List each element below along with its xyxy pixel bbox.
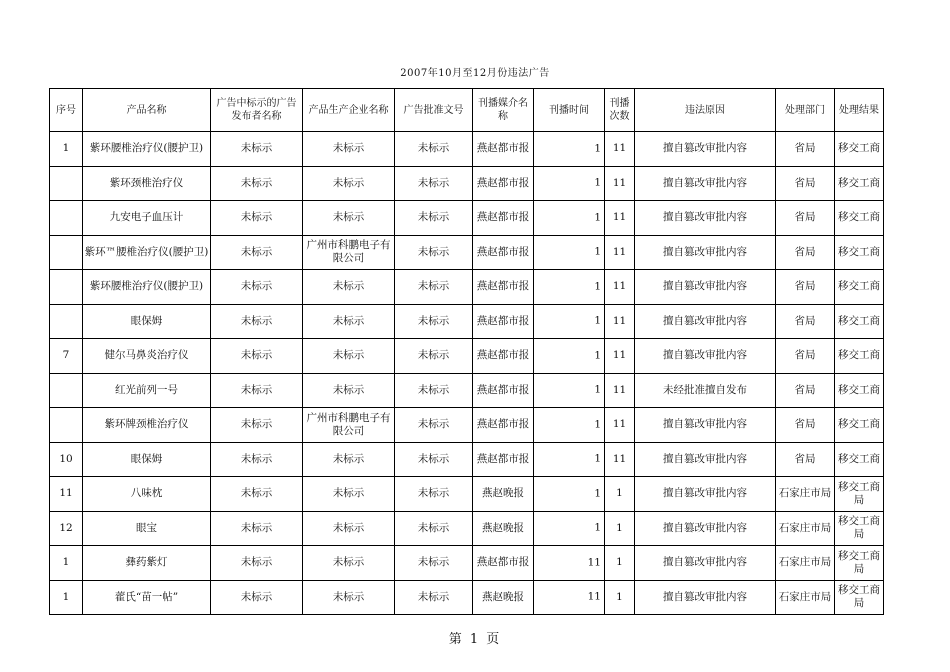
cell-no	[50, 235, 83, 270]
cell-reason: 擅自篡改审批内容	[635, 166, 776, 201]
cell-media: 燕赵晚报	[473, 580, 534, 615]
table-row	[50, 166, 884, 201]
cell-dept: 省局	[776, 304, 835, 339]
cell-count	[605, 235, 635, 270]
cell-dept: 石家庄市局	[776, 511, 835, 546]
cell-dept: 省局	[776, 442, 835, 477]
cell-no: 10	[50, 442, 83, 477]
header-publisher: 广告中标示的广告发布者名称	[211, 89, 303, 132]
cell-count	[605, 132, 635, 167]
cell-count	[605, 373, 635, 408]
cell-dept: 石家庄市局	[776, 546, 835, 581]
cell-count	[605, 166, 635, 201]
cell-media: 燕赵都市报	[473, 166, 534, 201]
table-row	[50, 408, 884, 443]
cell-no	[50, 270, 83, 305]
cell-maker: 未标示	[303, 201, 395, 236]
cell-media: 燕赵都市报	[473, 373, 534, 408]
header-media: 刊播媒介名称	[473, 89, 534, 132]
header-no: 序号	[50, 89, 83, 132]
cell-no	[50, 166, 83, 201]
cell-dept: 省局	[776, 270, 835, 305]
cell-media: 燕赵都市报	[473, 235, 534, 270]
cell-product: 紫环颈椎治疗仪	[83, 166, 211, 201]
cell-result: 移交工商	[835, 304, 884, 339]
cell-media: 燕赵晚报	[473, 477, 534, 512]
cell-period	[534, 373, 605, 408]
cell-reason: 擅自篡改审批内容	[635, 580, 776, 615]
cell-no	[50, 373, 83, 408]
table-row	[50, 546, 884, 581]
period-value: 1	[594, 383, 601, 396]
table-header-row	[50, 89, 884, 132]
cell-reason: 擅自篡改审批内容	[635, 546, 776, 581]
cell-product: 健尔马鼻炎治疗仪	[83, 339, 211, 374]
cell-media: 燕赵都市报	[473, 442, 534, 477]
cell-dept: 省局	[776, 235, 835, 270]
cell-product: 紫环腰椎治疗仪(腰护卫)	[83, 270, 211, 305]
cell-period	[534, 442, 605, 477]
table-row	[50, 477, 884, 512]
cell-media: 燕赵都市报	[473, 201, 534, 236]
period-value: 11	[587, 556, 601, 569]
cell-period	[534, 235, 605, 270]
table-row	[50, 132, 884, 167]
cell-maker: 未标示	[303, 166, 395, 201]
cell-publisher: 未标示	[211, 201, 303, 236]
cell-dept: 省局	[776, 166, 835, 201]
cell-approval: 未标示	[395, 408, 473, 443]
table-row	[50, 511, 884, 546]
cell-result: 移交工商	[835, 408, 884, 443]
period-value: 1	[594, 280, 601, 293]
cell-publisher: 未标示	[211, 132, 303, 167]
document-title: 2007年10月至12月份违法广告	[400, 68, 550, 79]
cell-maker: 未标示	[303, 442, 395, 477]
period-value: 1	[594, 349, 601, 362]
cell-result: 移交工商	[835, 132, 884, 167]
cell-no	[50, 304, 83, 339]
cell-media: 燕赵都市报	[473, 270, 534, 305]
cell-result: 移交工商	[835, 166, 884, 201]
cell-reason: 擅自篡改审批内容	[635, 511, 776, 546]
period-value: 1	[594, 452, 601, 465]
cell-period	[534, 477, 605, 512]
cell-publisher: 未标示	[211, 304, 303, 339]
cell-product: 藿氏“苗一帖”	[83, 580, 211, 615]
cell-result: 移交工商	[835, 235, 884, 270]
cell-approval: 未标示	[395, 477, 473, 512]
table-row	[50, 304, 884, 339]
table-row	[50, 442, 884, 477]
header-product: 产品名称	[83, 89, 211, 132]
cell-approval: 未标示	[395, 132, 473, 167]
cell-maker: 未标示	[303, 511, 395, 546]
cell-period	[534, 132, 605, 167]
cell-product: 紫环腰椎治疗仪(腰护卫)	[83, 132, 211, 167]
header-reason: 违法原因	[635, 89, 776, 132]
cell-reason: 擅自篡改审批内容	[635, 477, 776, 512]
cell-approval: 未标示	[395, 339, 473, 374]
cell-reason: 擅自篡改审批内容	[635, 270, 776, 305]
count-value: 11	[612, 349, 627, 362]
cell-publisher: 未标示	[211, 442, 303, 477]
cell-maker: 未标示	[303, 339, 395, 374]
cell-product: 紫环™腰椎治疗仪(腰护卫)	[83, 235, 211, 270]
header-result: 处理结果	[835, 89, 884, 132]
violations-table	[49, 88, 884, 615]
cell-approval: 未标示	[395, 201, 473, 236]
cell-period	[534, 408, 605, 443]
cell-media: 燕赵都市报	[473, 408, 534, 443]
cell-result: 移交工商局	[835, 580, 884, 615]
cell-count	[605, 270, 635, 305]
table-row	[50, 235, 884, 270]
count-value: 11	[612, 245, 627, 258]
cell-media: 燕赵都市报	[473, 132, 534, 167]
cell-period	[534, 201, 605, 236]
cell-period	[534, 166, 605, 201]
cell-maker: 未标示	[303, 373, 395, 408]
cell-media: 燕赵都市报	[473, 339, 534, 374]
cell-maker: 未标示	[303, 132, 395, 167]
cell-result: 移交工商	[835, 442, 884, 477]
count-value: 1	[616, 590, 623, 603]
count-value: 1	[616, 487, 623, 500]
cell-maker: 未标示	[303, 477, 395, 512]
cell-result: 移交工商	[835, 339, 884, 374]
count-value: 11	[612, 314, 627, 327]
cell-media: 燕赵晚报	[473, 511, 534, 546]
cell-approval: 未标示	[395, 442, 473, 477]
cell-publisher: 未标示	[211, 477, 303, 512]
cell-maker: 未标示	[303, 580, 395, 615]
header-period: 刊播时间	[534, 89, 605, 132]
cell-publisher: 未标示	[211, 235, 303, 270]
header-maker: 产品生产企业名称	[303, 89, 395, 132]
count-value: 11	[612, 211, 627, 224]
cell-no: 11	[50, 477, 83, 512]
cell-dept: 省局	[776, 373, 835, 408]
count-value: 1	[616, 521, 623, 534]
cell-count	[605, 442, 635, 477]
cell-approval: 未标示	[395, 270, 473, 305]
cell-product: 八味枕	[83, 477, 211, 512]
cell-product: 眼保姆	[83, 304, 211, 339]
period-value: 1	[594, 142, 601, 155]
count-value: 11	[612, 418, 627, 431]
cell-count	[605, 201, 635, 236]
cell-publisher: 未标示	[211, 339, 303, 374]
period-value: 1	[594, 418, 601, 431]
cell-media: 燕赵都市报	[473, 546, 534, 581]
cell-product: 紫环牌颈椎治疗仪	[83, 408, 211, 443]
cell-maker: 广州市科鹏电子有限公司	[303, 408, 395, 443]
cell-result: 移交工商局	[835, 477, 884, 512]
cell-result: 移交工商局	[835, 511, 884, 546]
period-value: 1	[594, 211, 601, 224]
cell-dept: 石家庄市局	[776, 580, 835, 615]
cell-result: 移交工商	[835, 201, 884, 236]
cell-media: 燕赵都市报	[473, 304, 534, 339]
cell-approval: 未标示	[395, 235, 473, 270]
cell-count	[605, 580, 635, 615]
cell-period	[534, 304, 605, 339]
table-row	[50, 373, 884, 408]
cell-no: 1	[50, 546, 83, 581]
period-value: 1	[594, 521, 601, 534]
cell-no: 1	[50, 132, 83, 167]
cell-publisher: 未标示	[211, 546, 303, 581]
cell-approval: 未标示	[395, 511, 473, 546]
cell-product: 九安电子血压计	[83, 201, 211, 236]
cell-approval: 未标示	[395, 580, 473, 615]
count-value: 1	[616, 556, 623, 569]
cell-product: 眼宝	[83, 511, 211, 546]
cell-maker: 未标示	[303, 546, 395, 581]
table-row	[50, 201, 884, 236]
table-row	[50, 339, 884, 374]
period-value: 1	[594, 176, 601, 189]
count-value: 11	[612, 383, 627, 396]
header-dept: 处理部门	[776, 89, 835, 132]
cell-no: 7	[50, 339, 83, 374]
cell-count	[605, 304, 635, 339]
cell-publisher: 未标示	[211, 270, 303, 305]
cell-count	[605, 546, 635, 581]
cell-result: 移交工商	[835, 270, 884, 305]
cell-reason: 擅自篡改审批内容	[635, 304, 776, 339]
cell-period	[534, 511, 605, 546]
cell-count	[605, 339, 635, 374]
cell-product: 红光前列一号	[83, 373, 211, 408]
cell-reason: 擅自篡改审批内容	[635, 442, 776, 477]
cell-maker: 未标示	[303, 304, 395, 339]
header-count: 刊播次数	[605, 89, 635, 132]
cell-dept: 石家庄市局	[776, 477, 835, 512]
cell-publisher: 未标示	[211, 408, 303, 443]
cell-no: 1	[50, 580, 83, 615]
page-number: 第 1 页	[448, 632, 502, 647]
cell-dept: 省局	[776, 132, 835, 167]
cell-publisher: 未标示	[211, 580, 303, 615]
table-row	[50, 580, 884, 615]
period-value: 1	[594, 314, 601, 327]
cell-dept: 省局	[776, 408, 835, 443]
cell-approval: 未标示	[395, 304, 473, 339]
cell-reason: 擅自篡改审批内容	[635, 201, 776, 236]
cell-no	[50, 408, 83, 443]
cell-publisher: 未标示	[211, 166, 303, 201]
cell-count	[605, 408, 635, 443]
cell-approval: 未标示	[395, 373, 473, 408]
cell-count	[605, 511, 635, 546]
cell-product: 眼保姆	[83, 442, 211, 477]
cell-maker: 广州市科鹏电子有限公司	[303, 235, 395, 270]
cell-publisher: 未标示	[211, 373, 303, 408]
cell-period	[534, 580, 605, 615]
cell-result: 移交工商局	[835, 546, 884, 581]
period-value: 1	[594, 245, 601, 258]
cell-period	[534, 546, 605, 581]
cell-no: 12	[50, 511, 83, 546]
count-value: 11	[612, 280, 627, 293]
cell-maker: 未标示	[303, 270, 395, 305]
cell-reason: 擅自篡改审批内容	[635, 235, 776, 270]
cell-reason: 擅自篡改审批内容	[635, 132, 776, 167]
cell-no	[50, 201, 83, 236]
count-value: 11	[612, 452, 627, 465]
cell-count	[605, 477, 635, 512]
cell-dept: 省局	[776, 339, 835, 374]
cell-dept: 省局	[776, 201, 835, 236]
cell-approval: 未标示	[395, 546, 473, 581]
cell-reason: 擅自篡改审批内容	[635, 339, 776, 374]
cell-approval: 未标示	[395, 166, 473, 201]
cell-reason: 未经批准擅自发布	[635, 373, 776, 408]
cell-result: 移交工商	[835, 373, 884, 408]
cell-period	[534, 339, 605, 374]
period-value: 1	[594, 487, 601, 500]
cell-product: 彝药紫灯	[83, 546, 211, 581]
cell-publisher: 未标示	[211, 511, 303, 546]
period-value: 11	[587, 590, 601, 603]
count-value: 11	[612, 176, 627, 189]
cell-reason: 擅自篡改审批内容	[635, 408, 776, 443]
table-row	[50, 270, 884, 305]
header-approval: 广告批准文号	[395, 89, 473, 132]
count-value: 11	[612, 142, 627, 155]
cell-period	[534, 270, 605, 305]
